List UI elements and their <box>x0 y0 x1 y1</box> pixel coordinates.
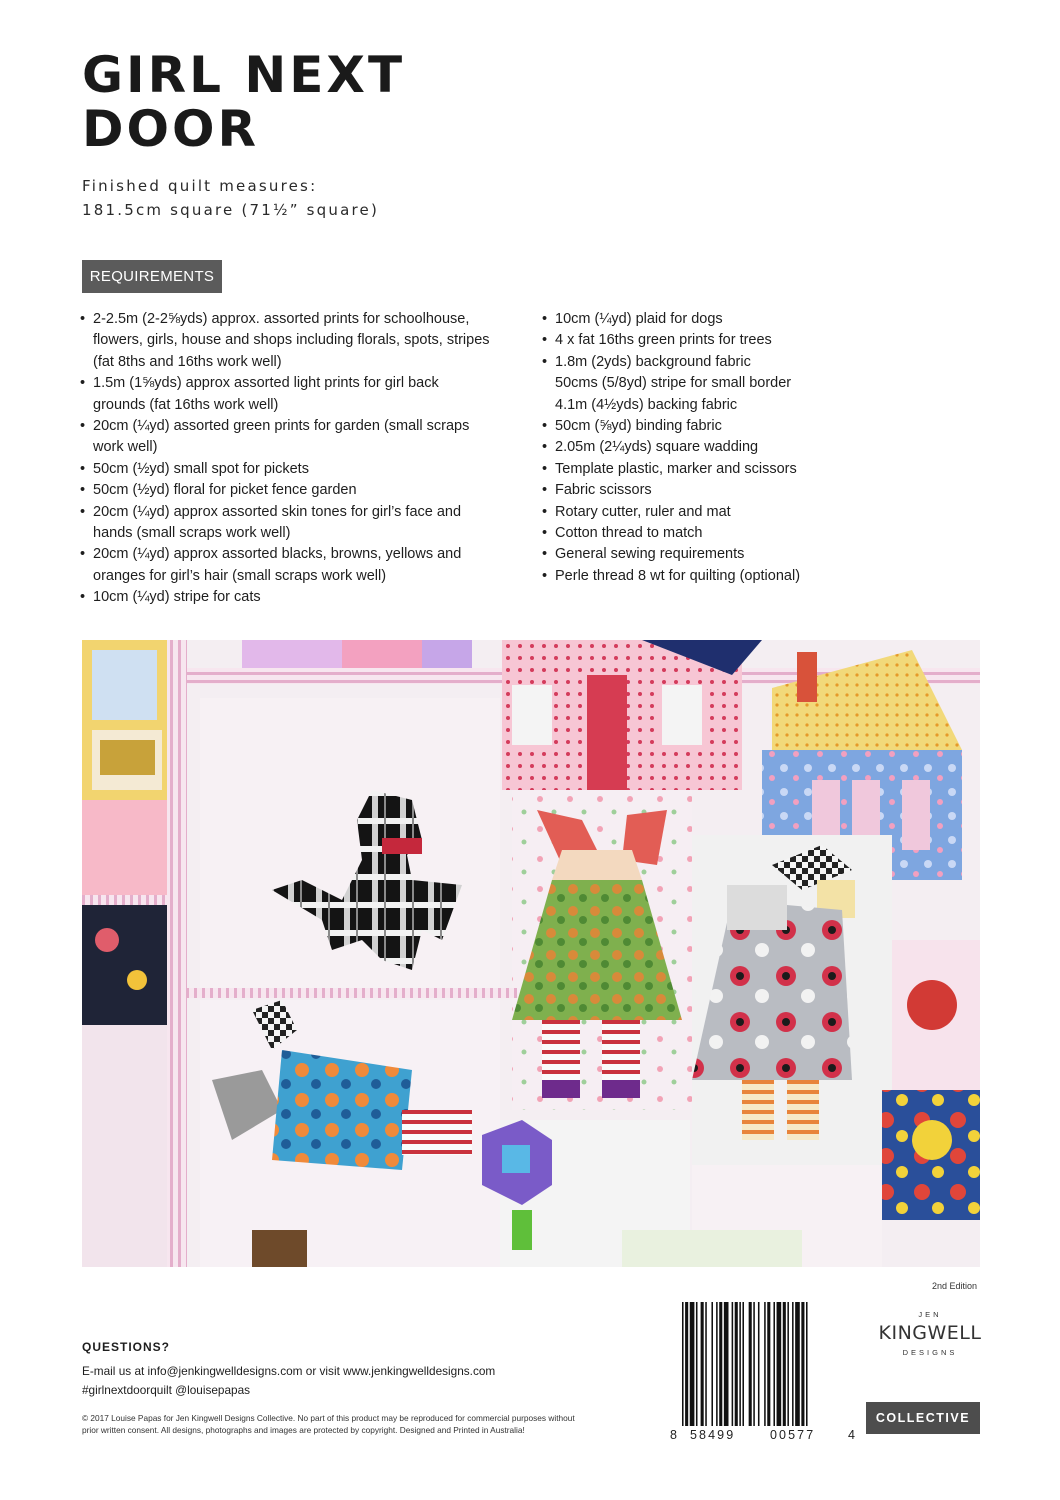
requirement-text: grounds (fat 16ths work well) <box>93 396 279 413</box>
title-line-2: DOOR <box>82 100 260 158</box>
requirement-text: work well) <box>93 439 158 456</box>
requirement-text: • 1.5m (1⅝yds) approx assorted light prints for girl back <box>93 375 439 392</box>
requirement-item <box>542 502 922 523</box>
requirement-text: • General sewing requirements <box>555 546 745 563</box>
brand-kingwell: KINGWELL <box>878 1322 982 1344</box>
questions-heading: QUESTIONS? <box>82 1340 171 1354</box>
copyright-notice <box>82 1412 642 1436</box>
barcode-image <box>680 1302 852 1426</box>
requirement-text: • 20cm (¼yd) approx assorted blacks, browns, yellows and <box>93 546 462 563</box>
requirement-text: • Rotary cutter, ruler and mat <box>555 503 731 520</box>
collective-badge: COLLECTIVE <box>866 1402 980 1434</box>
barcode-group-1: 58499 <box>690 1428 736 1442</box>
requirement-item <box>542 437 922 458</box>
requirement-text: • Cotton thread to match <box>555 525 703 542</box>
requirement-text: • 4 x fat 16ths green prints for trees <box>555 332 772 349</box>
requirements-list-left <box>80 309 520 609</box>
requirement-item <box>542 566 922 587</box>
contact-info <box>82 1362 495 1400</box>
requirement-item <box>80 502 520 545</box>
brand-jen: JEN <box>918 1310 942 1319</box>
requirement-text: oranges for girl’s hair (small scraps work well) <box>93 567 387 584</box>
requirement-text: hands (small scraps work well) <box>93 525 291 542</box>
title-line-1: GIRL NEXT <box>82 46 406 104</box>
requirement-text: 4.1m (4½yds) backing fabric <box>555 396 738 413</box>
barcode-group-2: 00577 <box>770 1428 816 1442</box>
measures-line-1: Finished quilt measures: <box>82 177 318 195</box>
barcode-first-digit: 8 <box>670 1428 680 1442</box>
requirement-item <box>542 523 922 544</box>
measures-line-2: 181.5cm square (71½” square) <box>82 201 380 219</box>
requirement-text: • 1.8m (2yds) background fabric <box>555 353 751 370</box>
requirement-text: • 20cm (¼yd) approx assorted skin tones for girl’s face and <box>93 503 462 520</box>
copyright-line-2: prior written consent. All designs, photographs and images are protected by copyright. Designed and Printed in Australia! <box>82 1425 525 1435</box>
requirement-item <box>542 459 922 480</box>
quilt-illustration <box>82 640 980 1267</box>
requirement-item <box>542 352 922 416</box>
requirements-heading: REQUIREMENTS <box>82 260 222 293</box>
contact-hashtags: #girlnextdoorquilt @louisepapas <box>82 1383 251 1397</box>
requirement-text: • 20cm (¼yd) assorted green prints for garden (small scraps <box>93 418 470 435</box>
requirement-item <box>80 309 520 373</box>
requirement-item <box>542 309 922 330</box>
requirement-item <box>80 459 520 480</box>
requirement-text: (fat 8ths and 16ths work well) <box>93 353 282 370</box>
requirement-text: • 50cm (½yd) floral for picket fence garden <box>93 482 357 499</box>
barcode-check-digit: 4 <box>848 1428 858 1442</box>
requirement-item <box>542 330 922 351</box>
pattern-title <box>82 48 405 156</box>
requirement-text: 50cms (5/8yd) stripe for small border <box>555 375 792 392</box>
requirement-item <box>80 544 520 587</box>
requirement-item <box>80 480 520 501</box>
copyright-line-1: © 2017 Louise Papas for Jen Kingwell Designs Collective. No part of this product may be reproduced for commercial purposes without <box>82 1413 575 1423</box>
requirement-item <box>80 587 520 608</box>
requirement-item <box>542 416 922 437</box>
requirement-text: • 2.05m (2¼yds) square wadding <box>555 439 759 456</box>
requirement-item <box>542 480 922 501</box>
requirements-list-right <box>542 309 922 587</box>
quilt-photo <box>82 640 980 1267</box>
contact-email-web: E-mail us at info@jenkingwelldesigns.com or visit www.jenkingwelldesigns.com <box>82 1364 496 1378</box>
finished-measures <box>82 174 379 222</box>
brand-designs: DESIGNS <box>902 1348 958 1357</box>
edition-label: 2nd Edition <box>932 1281 978 1291</box>
requirement-text: • 10cm (¼yd) plaid for dogs <box>555 311 723 327</box>
requirement-item <box>80 416 520 459</box>
requirement-item <box>542 544 922 565</box>
requirement-text: • 2-2.5m (2-2⅝yds) approx. assorted prints for schoolhouse, <box>93 311 470 327</box>
requirement-text: • 50cm (⅝yd) binding fabric <box>555 418 722 435</box>
requirement-text: • Template plastic, marker and scissors <box>555 460 797 477</box>
requirement-text: • 10cm (¼yd) stripe for cats <box>93 589 261 606</box>
requirement-text: • Perle thread 8 wt for quilting (optional) <box>555 567 801 584</box>
requirement-text: • Fabric scissors <box>555 482 652 499</box>
requirement-text: flowers, girls, house and shops including florals, spots, stripes <box>93 332 490 349</box>
requirement-item <box>80 373 520 416</box>
requirement-text: • 50cm (½yd) small spot for pickets <box>93 460 309 477</box>
